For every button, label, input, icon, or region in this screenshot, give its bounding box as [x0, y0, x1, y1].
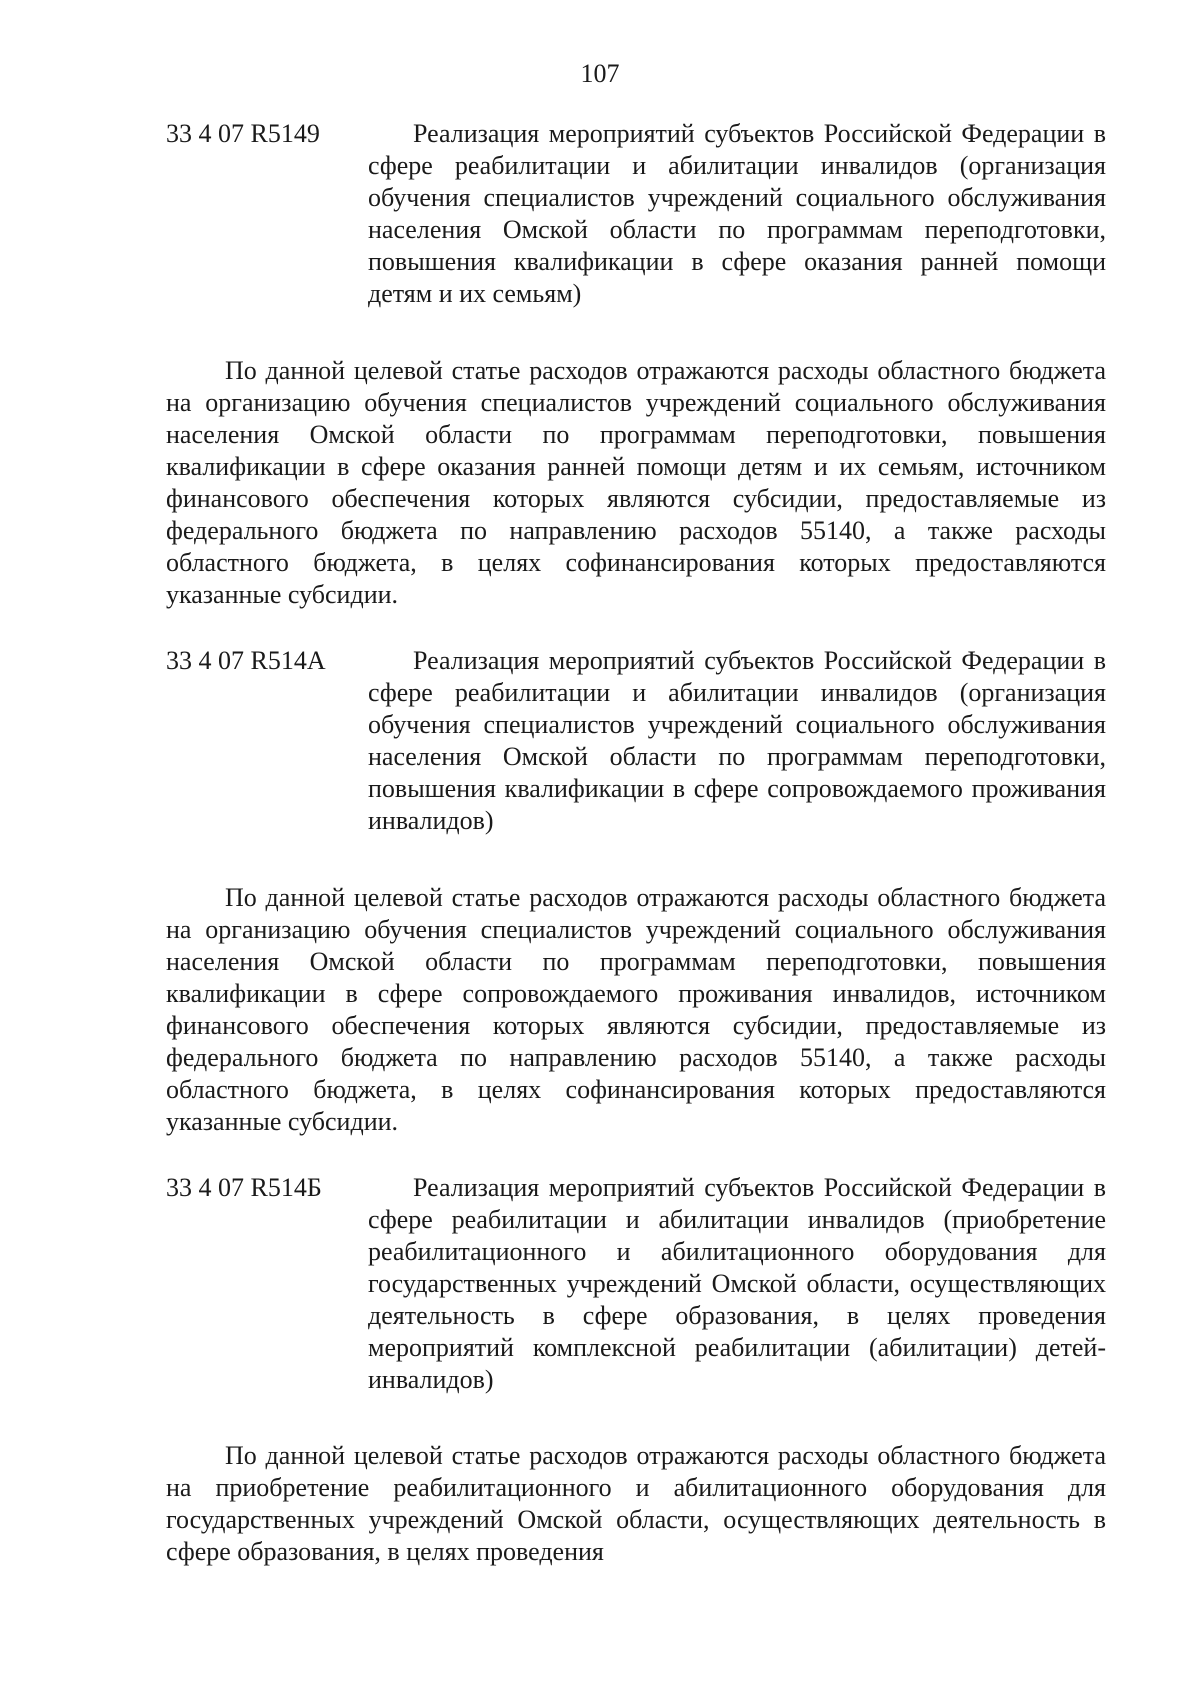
page-number: 107 — [580, 59, 620, 88]
entry-title: Реализация мероприятий субъектов Российской Федерации в сфере реабилитации и абилитации инвалидов (организация обучения специалистов учреждений социального обслуживания населения Омской области по программам переподготовки, повышения квалификации в сфере оказания ранней помощи детям и их семьям) — [368, 119, 1106, 308]
entry-code: 33 4 07 R514А — [166, 646, 326, 675]
entry-description: По данной целевой статье расходов отражаются расходы областного бюджета на приобретение реабилитационного и абилитационного оборудования для государственных учреждений Омской области, осуществляющих деятельность в сфере образования, в целях проведения — [166, 1441, 1106, 1566]
entry-description: По данной целевой статье расходов отражаются расходы областного бюджета на организацию обучения специалистов учреждений социального обслуживания населения Омской области по программам переподготовки, повышения квалификации в сфере оказания ранней помощи детям и их семьям, источником финансового обеспечения которых являются субсидии, предоставляемые из федерального бюджета по направлению расходов 55140, а также расходы областного бюджета, в целях софинансирования которых предоставляются указанные субсидии. — [166, 356, 1106, 609]
entry-title: Реализация мероприятий субъектов Российской Федерации в сфере реабилитации и абилитации инвалидов (приобретение реабилитационного и абилитационного оборудования для государственных учреждений Омской области, осуществляющих деятельность в сфере образования, в целях проведения мероприятий комплексной реабилитации (абилитации) детей-инвалидов) — [368, 1173, 1106, 1394]
entry-description: По данной целевой статье расходов отражаются расходы областного бюджета на организацию обучения специалистов учреждений социального обслуживания населения Омской области по программам переподготовки, повышения квалификации в сфере сопровождаемого проживания инвалидов, источником финансового обеспечения которых являются субсидии, предоставляемые из федерального бюджета по направлению расходов 55140, а также расходы областного бюджета, в целях софинансирования которых предоставляются указанные субсидии. — [166, 883, 1106, 1136]
entry-title: Реализация мероприятий субъектов Российской Федерации в сфере реабилитации и абилитации инвалидов (организация обучения специалистов учреждений социального обслуживания населения Омской области по программам переподготовки, повышения квалификации в сфере сопровождаемого проживания инвалидов) — [368, 646, 1106, 835]
entry-code: 33 4 07 R514Б — [166, 1173, 322, 1202]
entry-code: 33 4 07 R5149 — [166, 119, 320, 148]
